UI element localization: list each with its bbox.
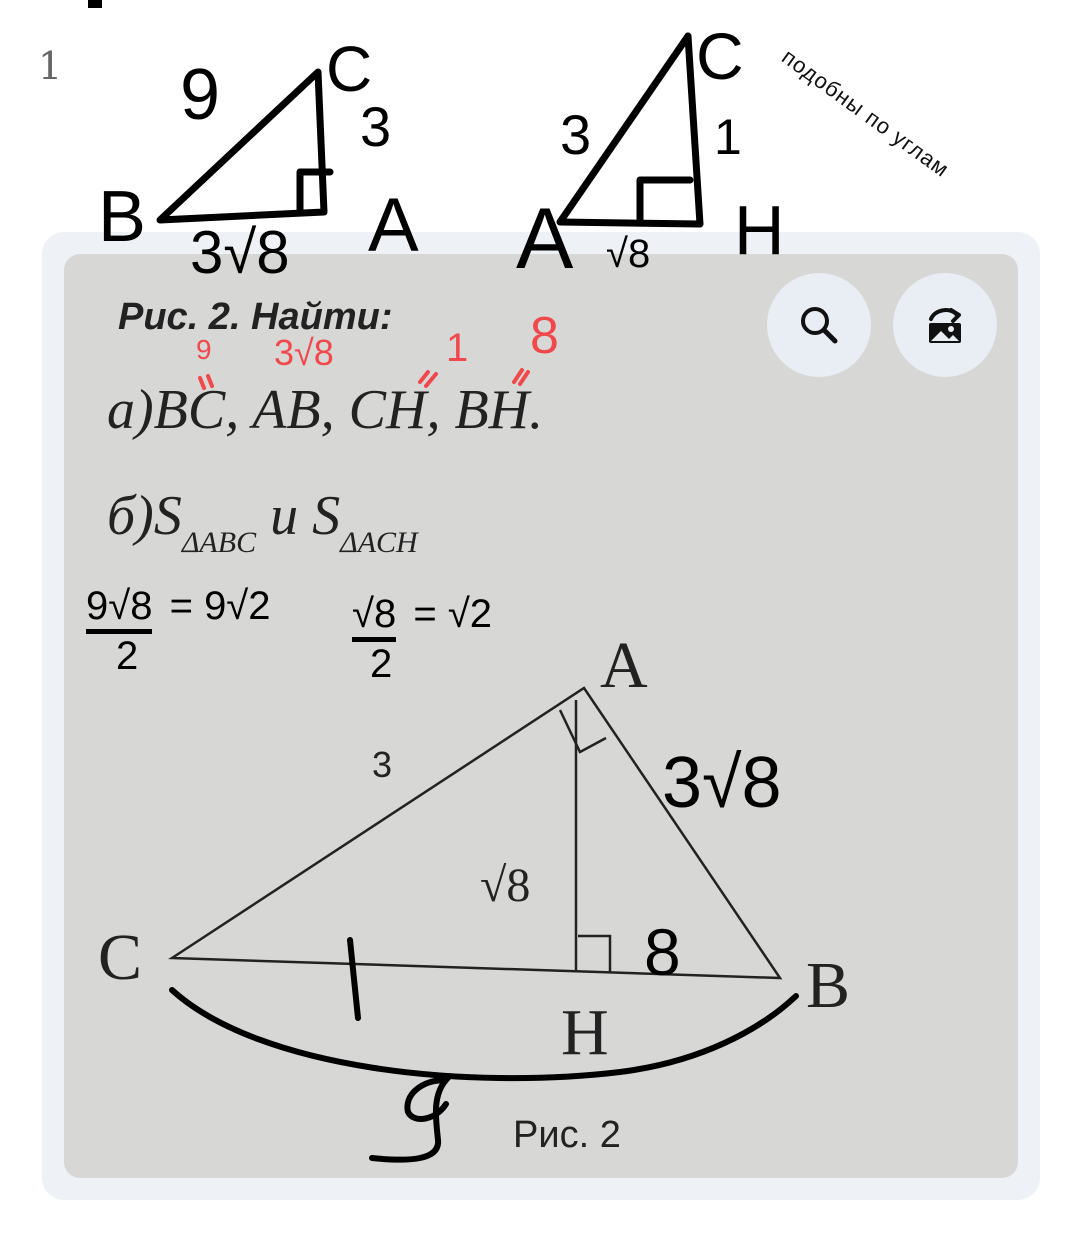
point-c-label: C <box>98 921 143 994</box>
area-abc-result: 9√2 <box>204 584 271 628</box>
area-sub-ach: ΔACH <box>340 526 418 559</box>
printed-label-ah: √8 <box>480 859 531 912</box>
answer-ch: 1 <box>446 326 469 370</box>
handwritten-hb: 8 <box>644 915 681 989</box>
sketch-right-h: H <box>734 191 785 269</box>
area-abc-calc: 9√8 = 9√2 2 <box>86 584 271 678</box>
task-title: Рис. 2. Найти: <box>118 296 393 338</box>
sketch-left-b: B <box>98 177 147 257</box>
point-a-label: A <box>600 629 648 702</box>
area-abc-numerator: 9√8 <box>86 584 152 634</box>
handwritten-ch <box>346 936 347 937</box>
rotate-image-icon <box>921 301 969 349</box>
part-a-item: AB <box>252 379 321 441</box>
area-ach-denominator: 2 <box>370 642 393 686</box>
sketch-left-ca: 3 <box>360 95 392 158</box>
area-symbol: S <box>153 485 182 547</box>
point-h-label: H <box>561 996 609 1069</box>
task-part-b <box>107 484 418 560</box>
part-a-item: BH <box>454 379 530 441</box>
handwritten-note: подобны по углам <box>777 44 955 183</box>
part-a-item: CH <box>348 379 427 441</box>
answer-bc: 9 <box>196 334 212 365</box>
top-edge-fragment <box>88 0 102 8</box>
part-a-item: BC <box>153 379 226 441</box>
task-part-a: а)BC, AB, CH, BH. <box>107 379 544 441</box>
sketch-right-ac: 3 <box>560 103 592 166</box>
area-sub-abc: ΔABC <box>181 526 257 559</box>
part-b-and: и <box>270 485 299 547</box>
area-abc-denominator: 2 <box>116 634 139 678</box>
sketch-left-ab: 3√8 <box>190 219 290 286</box>
area-ach-numerator: √8 <box>352 592 396 642</box>
point-b-label: B <box>806 949 851 1022</box>
sketch-right-ch: 1 <box>714 109 742 165</box>
zoom-button[interactable] <box>767 273 871 377</box>
sketch-right-a: A <box>516 191 574 287</box>
area-symbol: S <box>312 485 341 547</box>
area-ach-calc: √8 = √2 2 <box>352 592 493 686</box>
answer-bh: 8 <box>530 307 559 365</box>
handwritten-ab: 3√8 <box>662 743 782 823</box>
rotate-image-button[interactable] <box>893 273 997 377</box>
printed-label-ca: 3 <box>372 744 393 785</box>
sketch-bc: 9 <box>180 55 221 135</box>
answer-ab: 3√8 <box>274 332 334 373</box>
sketch-right-ah: √8 <box>606 232 651 276</box>
question-number: 1 <box>38 44 63 88</box>
search-icon <box>797 303 841 347</box>
sketch-left-a: A <box>368 183 419 268</box>
area-ach-result: √2 <box>447 592 493 636</box>
sketch-right-c: C <box>696 19 744 93</box>
sketch-left-c: C <box>326 33 373 105</box>
figure-caption: Рис. 2 <box>513 1114 621 1156</box>
handwritten-cb <box>402 1066 403 1067</box>
part-a-prefix: а) <box>107 379 154 441</box>
part-b-prefix: б) <box>107 485 154 547</box>
